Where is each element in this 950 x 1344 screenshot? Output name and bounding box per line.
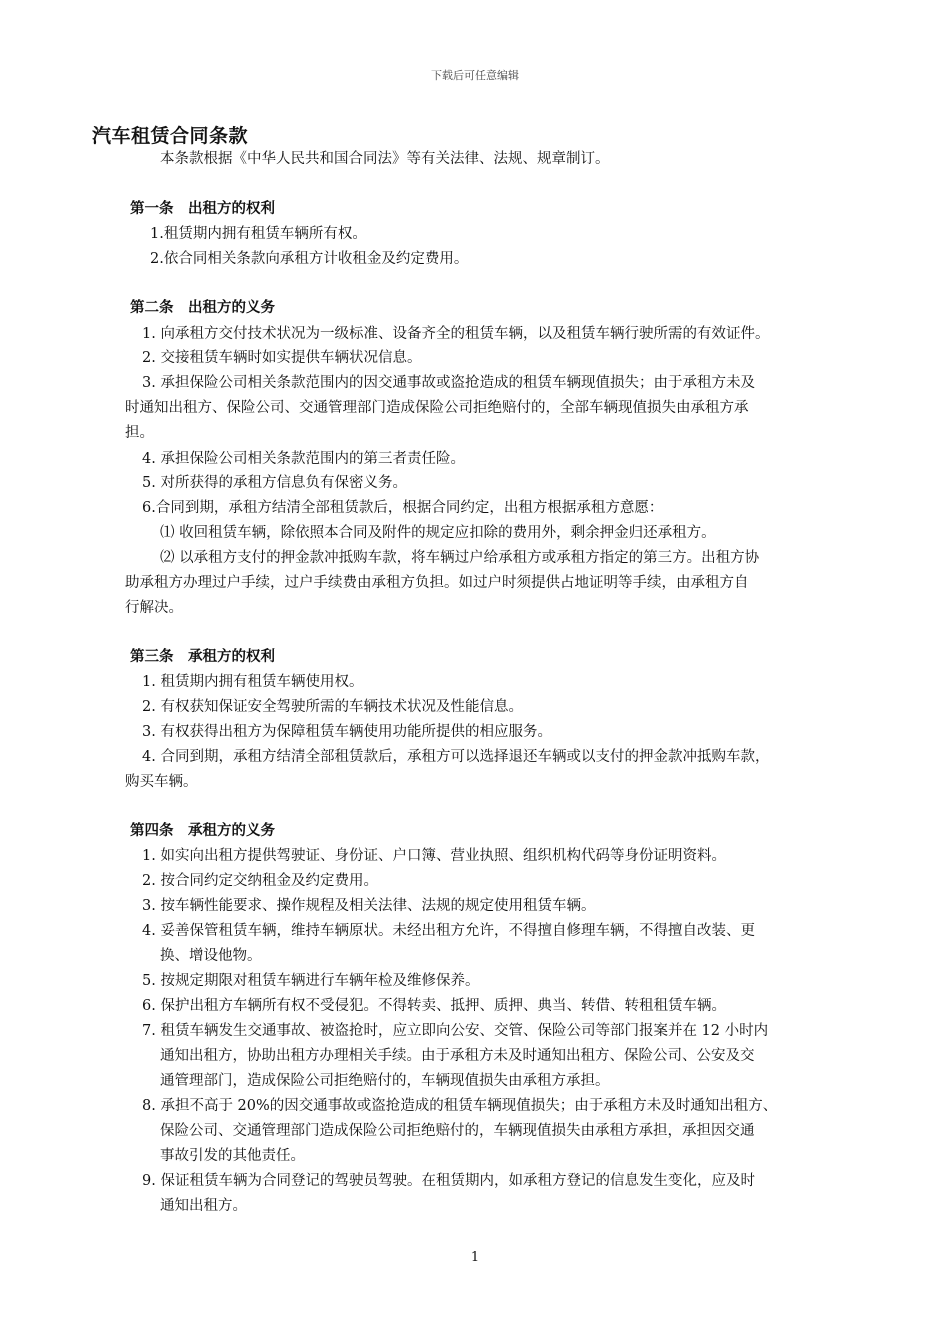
clause-line: 保险公司、交通管理部门造成保险公司拒绝赔付的，车辆现值损失由承租方承担，承担因交通 — [160, 1123, 755, 1139]
clause-line: 2.依合同相关条款向承租方计收租金及约定费用。 — [150, 251, 469, 267]
clause-line: 时通知出租方、保险公司、交通管理部门造成保险公司拒绝赔付的，全部车辆现值损失由承租方承 — [125, 400, 749, 416]
clause-line: 购买车辆。 — [125, 774, 198, 790]
clause-line: 5. 对所获得的承租方信息负有保密义务。 — [142, 475, 407, 491]
clause-line: 8. 承担不高于 20%的因交通事故或盗抢造成的租赁车辆现值损失；由于承租方未及时通知出租方、 — [142, 1098, 778, 1114]
header-note: 下载后可任意编辑 — [431, 69, 519, 82]
clause-line: 9. 保证租赁车辆为合同登记的驾驶员驾驶。在租赁期内，如承租方登记的信息发生变化，应及时 — [142, 1173, 755, 1189]
clause-line: 行解决。 — [125, 600, 183, 616]
clause-line: 2. 按合同约定交纳租金及约定费用。 — [142, 873, 378, 889]
clause-line: 3. 承担保险公司相关条款范围内的因交通事故或盗抢造成的租赁车辆现值损失；由于承租方未及 — [142, 375, 755, 391]
clause-line: ⑵ 以承租方支付的押金款冲抵购车款，将车辆过户给承租方或承租方指定的第三方。出租方协 — [160, 550, 760, 566]
clause-line: 7. 租赁车辆发生交通事故、被盗抢时，应立即向公安、交管、保险公司等部门报案并在 12 小时内 — [142, 1023, 769, 1039]
clause-line: 通知出租方，协助出租方办理相关手续。由于承租方未及时通知出租方、保险公司、公安及交 — [160, 1048, 755, 1064]
clause-line: 1. 租赁期内拥有租赁车辆使用权。 — [142, 674, 364, 690]
section-heading: 第一条 出租方的权利 — [130, 201, 275, 217]
section-heading: 第四条 承租方的义务 — [130, 823, 275, 839]
clause-line: 3. 按车辆性能要求、操作规程及相关法律、法规的规定使用租赁车辆。 — [142, 898, 596, 914]
section-heading: 第二条 出租方的义务 — [130, 300, 275, 316]
page-number: 1 — [470, 1250, 480, 1265]
clause-line: 担。 — [125, 425, 154, 441]
clause-line: 5. 按规定期限对租赁车辆进行车辆年检及维修保养。 — [142, 973, 480, 989]
clause-line: 助承租方办理过户手续，过户手续费由承租方负担。如过户时须提供占地证明等手续，由承租方自 — [125, 575, 749, 591]
page-title: 汽车租赁合同条款 — [92, 125, 249, 147]
clause-line: 1. 向承租方交付技术状况为一级标准、设备齐全的租赁车辆，以及租赁车辆行驶所需的有效证件。 — [142, 326, 770, 342]
clause-line: 6. 保护出租方车辆所有权不受侵犯。不得转卖、抵押、质押、典当、转借、转租租赁车辆。 — [142, 998, 726, 1014]
clause-line: 通知出租方。 — [160, 1198, 247, 1214]
clause-line: 3. 有权获得出租方为保障租赁车辆使用功能所提供的相应服务。 — [142, 724, 552, 740]
clause-line: 2. 交接租赁车辆时如实提供车辆状况信息。 — [142, 350, 422, 366]
clause-line: 4. 承担保险公司相关条款范围内的第三者责任险。 — [142, 451, 465, 467]
clause-line: 1.租赁期内拥有租赁车辆所有权。 — [150, 226, 367, 242]
clause-line: 换、增设他物。 — [160, 948, 262, 964]
clause-line: 通管理部门，造成保险公司拒绝赔付的，车辆现值损失由承租方承担。 — [160, 1073, 610, 1089]
clause-line: 2. 有权获知保证安全驾驶所需的车辆技术状况及性能信息。 — [142, 699, 523, 715]
clause-line: 事故引发的其他责任。 — [160, 1148, 305, 1164]
clause-line: 4. 合同到期，承租方结清全部租赁款后，承租方可以选择退还车辆或以支付的押金款冲抵购车款， — [142, 749, 770, 765]
clause-line: 1. 如实向出租方提供驾驶证、身份证、户口簿、营业执照、组织机构代码等身份证明资料。 — [142, 848, 726, 864]
section-heading: 第三条 承租方的权利 — [130, 649, 275, 665]
clause-line: ⑴ 收回租赁车辆，除依照本合同及附件的规定应扣除的费用外，剩余押金归还承租方。 — [160, 525, 716, 541]
clause-line: 6.合同到期，承租方结清全部租赁款后，根据合同约定，出租方根据承租方意愿： — [142, 500, 664, 516]
intro-paragraph: 本条款根据《中华人民共和国合同法》等有关法律、法规、规章制订。 — [160, 151, 610, 167]
clause-line: 4. 妥善保管租赁车辆，维持车辆原状。未经出租方允许，不得擅自修理车辆，不得擅自改装、更 — [142, 923, 755, 939]
